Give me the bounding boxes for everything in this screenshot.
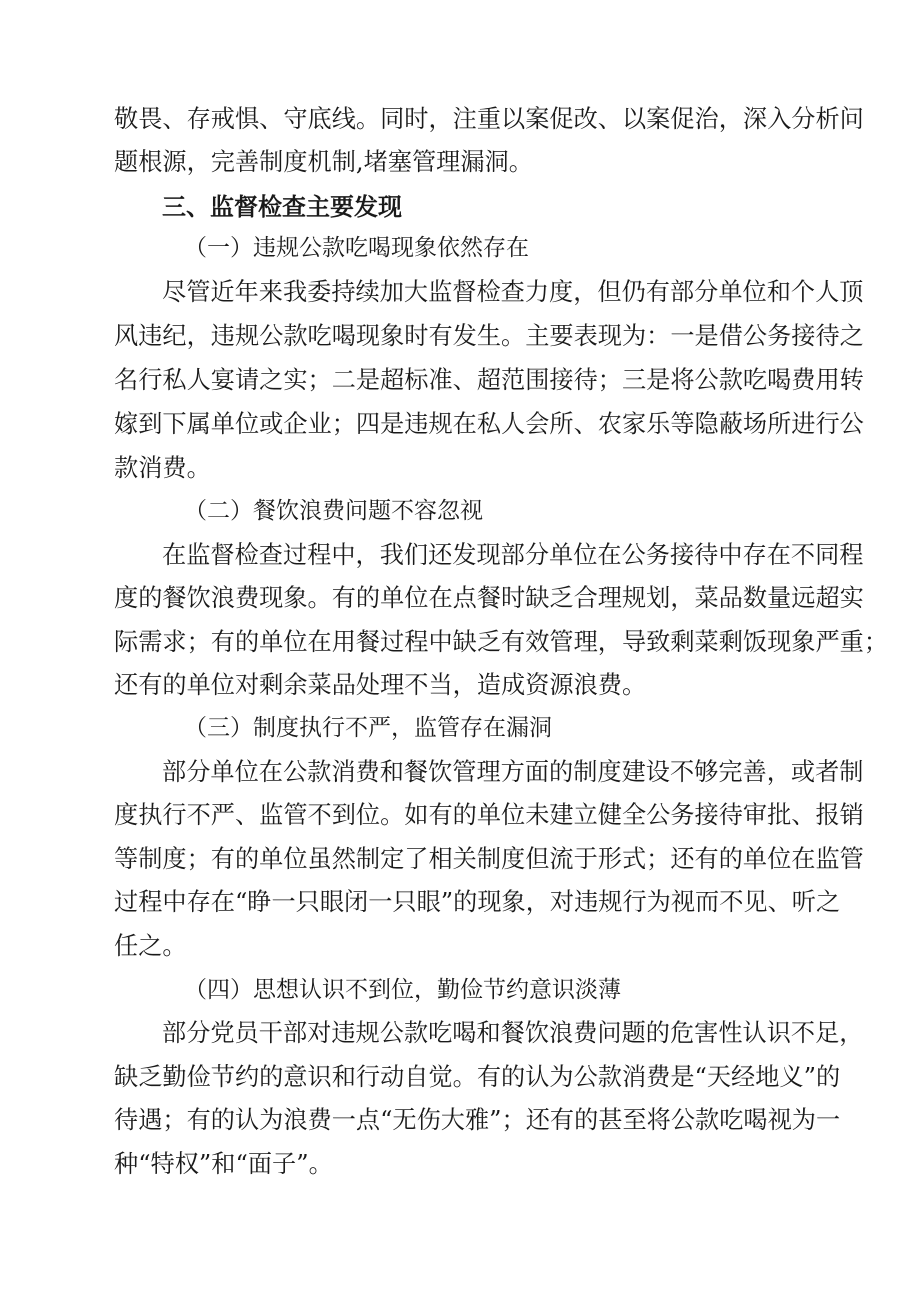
section-heading: 三、监督检查主要发现 bbox=[162, 193, 402, 221]
paragraph-line: 嫁到下属单位或企业；四是违规在私人会所、农家乐等隐蔽场所进行公 bbox=[114, 410, 864, 438]
paragraph-line: 度的餐饮浪费现象。有的单位在点餐时缺乏合理规划，菜品数量远超实 bbox=[114, 584, 864, 612]
paragraph-line: 风违纪，违规公款吃喝现象时有发生。主要表现为：一是借公务接待之 bbox=[114, 322, 864, 350]
subsection-title: （四）思想认识不到位，勤俭节约意识淡薄 bbox=[184, 977, 621, 1003]
paragraph-line: 题根源，完善制度机制,堵塞管理漏洞。 bbox=[114, 148, 533, 176]
paragraph-line: 际需求；有的单位在用餐过程中缺乏有效管理，导致剩菜剩饭现象严重； bbox=[114, 628, 889, 656]
paragraph-line: 任之。 bbox=[114, 932, 187, 960]
paragraph-line: 等制度；有的单位虽然制定了相关制度但流于形式；还有的单位在监管 bbox=[114, 845, 864, 873]
paragraph-line: 在监督检查过程中，我们还发现部分单位在公务接待中存在不同程 bbox=[162, 541, 864, 569]
paragraph-line: 过程中存在“睁一只眼闭一只眼”的现象，对违规行为视而不见、听之 bbox=[114, 888, 841, 916]
paragraph-line: 尽管近年来我委持续加大监督检查力度，但仍有部分单位和个人顶 bbox=[162, 278, 864, 306]
subsection-title: （一）违规公款吃喝现象依然存在 bbox=[184, 235, 529, 261]
paragraph-line: 种“特权”和“面子”。 bbox=[114, 1150, 333, 1178]
paragraph-line: 缺乏勤俭节约的意识和行动自觉。有的认为公款消费是“天经地义”的 bbox=[114, 1063, 841, 1091]
paragraph-line: 部分党员干部对违规公款吃喝和餐饮浪费问题的危害性认识不足， bbox=[162, 1019, 864, 1047]
paragraph-line: 敬畏、存戒惧、守底线。同时，注重以案促改、以案促治，深入分析问 bbox=[114, 105, 864, 133]
subsection-title: （三）制度执行不严，监管存在漏洞 bbox=[184, 715, 552, 741]
paragraph-line: 款消费。 bbox=[114, 454, 211, 482]
paragraph-line: 待遇；有的认为浪费一点“无伤大雅”；还有的甚至将公款吃喝视为一 bbox=[114, 1106, 841, 1134]
paragraph-line: 度执行不严、监管不到位。如有的单位未建立健全公务接待审批、报销 bbox=[114, 801, 864, 829]
subsection-title: （二）餐饮浪费问题不容忽视 bbox=[184, 498, 483, 524]
paragraph-line: 名行私人宴请之实；二是超标准、超范围接待；三是将公款吃喝费用转 bbox=[114, 366, 864, 394]
paragraph-line: 部分单位在公款消费和餐饮管理方面的制度建设不够完善，或者制 bbox=[162, 758, 864, 786]
paragraph-line: 还有的单位对剩余菜品处理不当，造成资源浪费。 bbox=[114, 671, 647, 699]
